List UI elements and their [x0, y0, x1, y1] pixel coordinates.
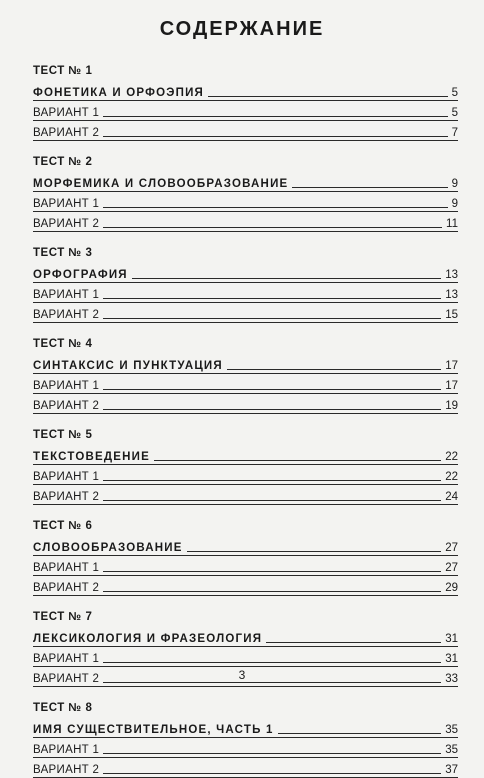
toc-variant-row[interactable] — [33, 394, 458, 414]
leader-line — [266, 642, 441, 643]
topic-title: ИМЯ СУЩЕСТВИТЕЛЬНОЕ, ЧАСТЬ 1 — [33, 724, 274, 736]
leader-line — [103, 409, 441, 410]
toc-topic-row[interactable] — [33, 716, 458, 738]
leader-line — [227, 369, 441, 370]
variant-label: ВАРИАНТ 1 — [33, 198, 100, 210]
topic-title: ТЕКСТОВЕДЕНИЕ — [33, 451, 150, 463]
variant-label: ВАРИАНТ 1 — [33, 744, 100, 756]
page-ref: 27 — [445, 562, 458, 574]
page-ref: 31 — [445, 633, 458, 645]
toc-section-5 — [33, 428, 458, 505]
page-ref: 15 — [445, 309, 458, 321]
toc-section-1 — [33, 64, 458, 141]
toc-topic-row[interactable] — [33, 352, 458, 374]
leader-line — [103, 571, 441, 572]
leader-line — [292, 187, 447, 188]
leader-line — [103, 116, 447, 117]
variant-label: ВАРИАНТ 2 — [33, 673, 100, 685]
toc-variant-row[interactable] — [33, 647, 458, 667]
page-ref: 19 — [445, 400, 458, 412]
toc-variant-row[interactable] — [33, 576, 458, 596]
page-ref: 35 — [445, 724, 458, 736]
leader-line — [103, 136, 447, 137]
variant-label: ВАРИАНТ 2 — [33, 309, 100, 321]
leader-line — [103, 682, 441, 683]
test-heading: ТЕСТ № 4 — [33, 338, 93, 350]
page-ref: 37 — [445, 764, 458, 776]
page-ref: 11 — [446, 218, 458, 230]
leader-line — [103, 591, 441, 592]
toc-variant-row[interactable] — [33, 374, 458, 394]
topic-title: ОРФОГРАФИЯ — [33, 269, 128, 281]
toc-section-4 — [33, 337, 458, 414]
page-number: 3 — [238, 668, 246, 682]
leader-line — [132, 278, 441, 279]
page-ref: 22 — [445, 471, 458, 483]
toc-variant-row[interactable] — [33, 121, 458, 141]
variant-label: ВАРИАНТ 1 — [33, 653, 100, 665]
test-heading: ТЕСТ № 5 — [33, 429, 93, 441]
leader-line — [103, 753, 441, 754]
leader-line — [103, 207, 447, 208]
toc-section-6 — [33, 519, 458, 596]
variant-label: ВАРИАНТ 2 — [33, 127, 100, 139]
leader-line — [103, 298, 441, 299]
toc-section-8 — [33, 701, 458, 778]
leader-line — [103, 227, 442, 228]
toc-topic-row[interactable] — [33, 625, 458, 647]
variant-label: ВАРИАНТ 2 — [33, 582, 100, 594]
toc-topic-row[interactable] — [33, 534, 458, 556]
toc-variant-row[interactable] — [33, 101, 458, 121]
topic-title: МОРФЕМИКА И СЛОВООБРАЗОВАНИЕ — [33, 178, 289, 190]
toc-variant-row[interactable] — [33, 303, 458, 323]
toc-variant-row[interactable] — [33, 212, 458, 232]
topic-title: ЛЕКСИКОЛОГИЯ И ФРАЗЕОЛОГИЯ — [33, 633, 263, 645]
toc-section-3 — [33, 246, 458, 323]
leader-line — [103, 500, 441, 501]
leader-line — [187, 551, 442, 552]
page-ref: 29 — [445, 582, 458, 594]
variant-label: ВАРИАНТ 1 — [33, 380, 100, 392]
leader-line — [154, 460, 441, 461]
page-ref: 9 — [451, 198, 458, 210]
topic-title: ФОНЕТИКА И ОРФОЭПИЯ — [33, 87, 205, 99]
variant-label: ВАРИАНТ 1 — [33, 289, 100, 301]
toc-topic-row[interactable] — [33, 170, 458, 192]
variant-label: ВАРИАНТ 2 — [33, 218, 100, 230]
toc-variant-row[interactable] — [33, 556, 458, 576]
variant-label: ВАРИАНТ 2 — [33, 400, 100, 412]
toc-variant-row[interactable] — [33, 738, 458, 758]
page-ref: 24 — [445, 491, 458, 503]
toc-topic-row[interactable] — [33, 79, 458, 101]
test-heading: ТЕСТ № 7 — [33, 611, 93, 623]
page-ref: 31 — [445, 653, 458, 665]
toc-variant-row[interactable] — [33, 283, 458, 303]
leader-line — [103, 662, 441, 663]
leader-line — [103, 318, 441, 319]
variant-label: ВАРИАНТ 1 — [33, 107, 100, 119]
toc-variant-row[interactable] — [33, 192, 458, 212]
leader-line — [103, 773, 441, 774]
toc-section-2 — [33, 155, 458, 232]
page-ref: 5 — [451, 87, 458, 99]
leader-line — [103, 480, 441, 481]
toc-variant-row[interactable] — [33, 758, 458, 778]
page-ref: 7 — [451, 127, 458, 139]
page-ref: 33 — [445, 673, 458, 685]
page-ref: 27 — [445, 542, 458, 554]
page-ref: 17 — [445, 380, 458, 392]
test-heading: ТЕСТ № 8 — [33, 702, 93, 714]
toc-variant-row[interactable] — [33, 485, 458, 505]
page-ref: 13 — [445, 289, 458, 301]
toc-topic-row[interactable] — [33, 261, 458, 283]
topic-title: СЛОВООБРАЗОВАНИЕ — [33, 542, 183, 554]
test-heading: ТЕСТ № 2 — [33, 156, 93, 168]
topic-title: СИНТАКСИС И ПУНКТУАЦИЯ — [33, 360, 223, 372]
page-ref: 35 — [445, 744, 458, 756]
test-heading: ТЕСТ № 6 — [33, 520, 93, 532]
toc-topic-row[interactable] — [33, 443, 458, 465]
variant-label: ВАРИАНТ 2 — [33, 491, 100, 503]
toc-variant-row[interactable] — [33, 465, 458, 485]
leader-line — [103, 389, 441, 390]
page-ref: 5 — [451, 107, 458, 119]
test-heading: ТЕСТ № 1 — [33, 65, 93, 77]
variant-label: ВАРИАНТ 2 — [33, 764, 100, 776]
page-ref: 9 — [451, 178, 458, 190]
page-ref: 22 — [445, 451, 458, 463]
variant-label: ВАРИАНТ 1 — [33, 562, 100, 574]
variant-label: ВАРИАНТ 1 — [33, 471, 100, 483]
leader-line — [208, 96, 448, 97]
page-ref: 17 — [445, 360, 458, 372]
page-ref: 13 — [445, 269, 458, 281]
test-heading: ТЕСТ № 3 — [33, 247, 93, 259]
leader-line — [278, 733, 442, 734]
page-title: СОДЕРЖАНИЕ — [159, 18, 325, 40]
